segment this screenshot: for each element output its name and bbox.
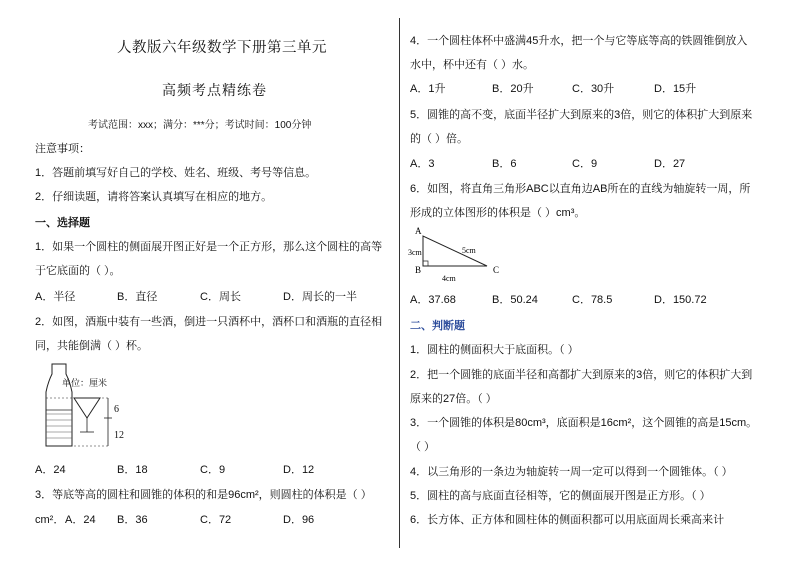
note-item: 1．答题前填写好自己的学校、姓名、班级、考号等信息。 xyxy=(35,167,317,179)
q2-option-c[interactable]: C．9 xyxy=(200,464,226,476)
q5-option-a[interactable]: A．3 xyxy=(410,158,435,170)
section-heading-judge: 二、判断题 xyxy=(410,320,465,332)
question-3-text: 3．等底等高的圆柱和圆锥的体积的和是96cm²，则圆柱的体积是（ ） xyxy=(35,489,372,501)
judge-question-3: 3．一个圆锥的体积是80cm³，底面积是16cm²，这个圆锥的高是15cm。 xyxy=(410,417,758,429)
exam-info: 考试范围：xxx；满分：***分；考试时间：100分钟 xyxy=(88,120,312,131)
figure-dim-top: 6 xyxy=(114,404,119,415)
judge-question-2: 2．把一个圆锥的底面半径和高都扩大到原来的3倍，则它的体积扩大到 xyxy=(410,369,753,381)
q3-option-b[interactable]: B．36 xyxy=(117,514,148,526)
side-ac-label: 5cm xyxy=(462,246,476,255)
q4-option-d[interactable]: D．15升 xyxy=(654,83,697,95)
q6-option-b[interactable]: B．50.24 xyxy=(492,294,538,306)
q6-option-d[interactable]: D．150.72 xyxy=(654,294,707,306)
q6-option-a[interactable]: A．37.68 xyxy=(410,294,456,306)
q2-option-a[interactable]: A．24 xyxy=(35,464,66,476)
q2-option-d[interactable]: D．12 xyxy=(283,464,315,476)
judge-question-2-cont: 原来的27倍。（ ） xyxy=(410,393,497,405)
question-1-text: 1．如果一个圆柱的侧面展开图正好是一个正方形，那么这个圆柱的高等 xyxy=(35,241,383,253)
q4-option-c[interactable]: C．30升 xyxy=(572,83,615,95)
q1-option-b[interactable]: B．直径 xyxy=(117,291,158,303)
q3-option-a[interactable]: A．24 xyxy=(65,514,96,526)
right-triangle-figure xyxy=(405,226,515,284)
q1-option-a[interactable]: A．半径 xyxy=(35,291,76,303)
page-subtitle: 高频考点精练卷 xyxy=(162,82,267,98)
judge-question-4: 4．以三角形的一条边为轴旋转一周一定可以得到一个圆锥体。（ ） xyxy=(410,466,733,478)
q1-option-c[interactable]: C．周长 xyxy=(200,291,241,303)
q5-option-b[interactable]: B．6 xyxy=(492,158,517,170)
q4-option-a[interactable]: A．1升 xyxy=(410,83,446,95)
judge-question-6: 6．长方体、正方体和圆柱体的侧面积都可以用底面周长乘高来计 xyxy=(410,514,725,526)
q6-option-c[interactable]: C．78.5 xyxy=(572,294,613,306)
question-2-text-cont: 同，共能倒满（ ）杯。 xyxy=(35,340,149,352)
figure-unit-label: 单位：厘米 xyxy=(62,378,108,388)
q3-option-d[interactable]: D．96 xyxy=(283,514,315,526)
q5-option-c[interactable]: C．9 xyxy=(572,158,598,170)
judge-question-1: 1．圆柱的侧面积大于底面积。（ ） xyxy=(410,344,579,356)
page-title: 人教版六年级数学下册第三单元 xyxy=(117,40,327,56)
judge-question-3-cont: （ ） xyxy=(410,441,436,453)
question-4-text-cont: 水中，杯中还有（ ）水。 xyxy=(410,59,535,71)
question-5-text: 5．圆锥的高不变，底面半径扩大到原来的3倍，则它的体积扩大到原来 xyxy=(410,109,753,121)
notes-heading: 注意事项： xyxy=(35,143,90,155)
question-4-text: 4．一个圆柱体杯中盛满45升水，把一个与它等底等高的铁圆锥倒放入 xyxy=(410,35,748,47)
vertex-b-label: B xyxy=(415,265,422,275)
column-divider xyxy=(399,18,400,548)
question-6-text-cont: 形成的立体图形的体积是（ ）cm³。 xyxy=(410,207,586,219)
side-ab-label: 3cm xyxy=(408,248,422,257)
question-5-text-cont: 的（ ）倍。 xyxy=(410,133,469,145)
figure-dim-bottom: 12 xyxy=(114,430,124,441)
q1-option-d[interactable]: D．周长的一半 xyxy=(283,291,357,303)
q5-option-d[interactable]: D．27 xyxy=(654,158,686,170)
vertex-a-label: A xyxy=(415,226,422,236)
section-heading-choice: 一、选择题 xyxy=(35,217,90,229)
judge-question-5: 5．圆柱的高与底面直径相等，它的侧面展开图是正方形。（ ） xyxy=(410,490,711,502)
side-bc-label: 4cm xyxy=(442,274,456,283)
question-3-text-cont: cm²． xyxy=(35,514,65,526)
note-item: 2．仔细读题，请将答案认真填写在相应的地方。 xyxy=(35,191,273,203)
question-2-text: 2．如图，酒瓶中装有一些酒，倒进一只酒杯中，酒杯口和酒瓶的直径相 xyxy=(35,316,383,328)
vertex-c-label: C xyxy=(493,265,500,275)
question-1-text-cont: 于它底面的（ ）。 xyxy=(35,265,121,277)
q3-option-c[interactable]: C．72 xyxy=(200,514,232,526)
question-6-text: 6．如图，将直角三角形ABC以直角边AB所在的直线为轴旋转一周，所 xyxy=(410,183,751,195)
q2-option-b[interactable]: B．18 xyxy=(117,464,148,476)
q4-option-b[interactable]: B．20升 xyxy=(492,83,534,95)
